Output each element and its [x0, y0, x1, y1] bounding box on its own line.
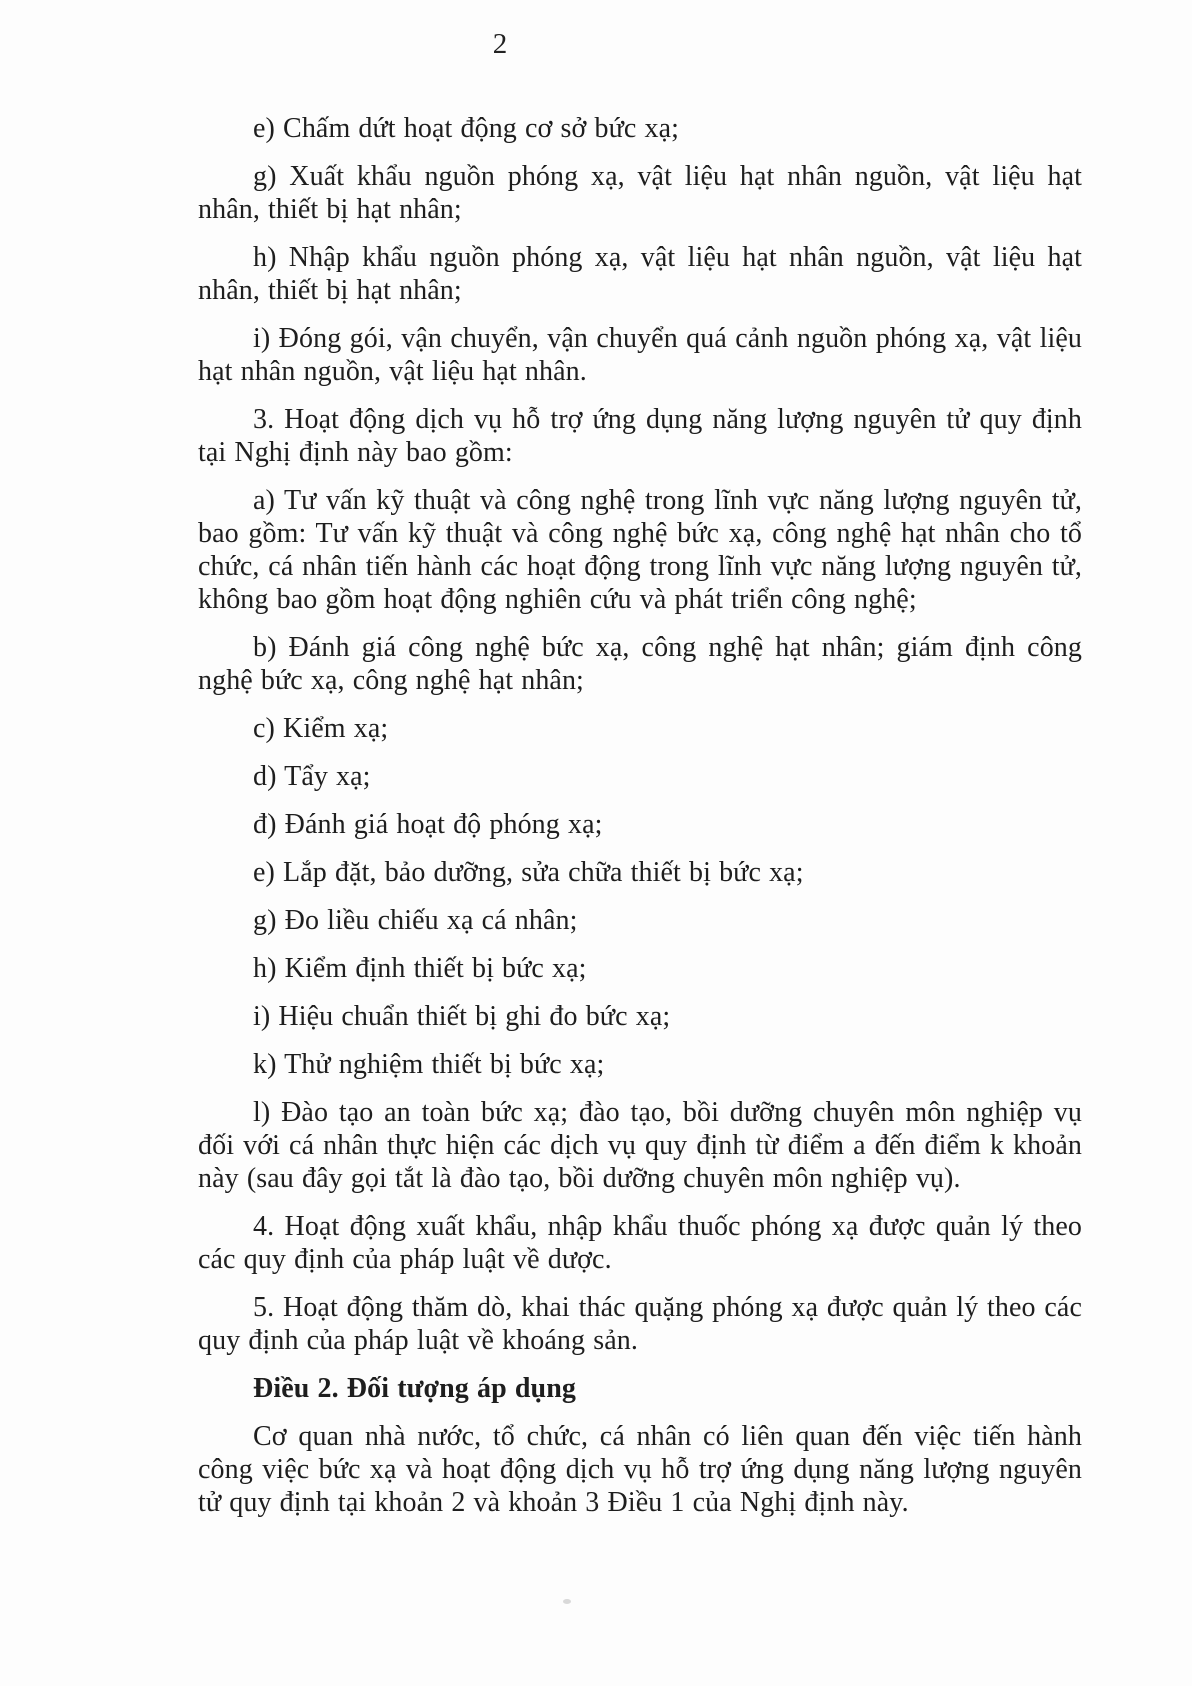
item-3-support-services-intro: 3. Hoạt động dịch vụ hỗ trợ ứng dụng năng lượng nguyên tử quy định tại Nghị định này bao gồm:	[198, 404, 1082, 468]
clause-e-installation-maintenance: e) Lắp đặt, bảo dưỡng, sửa chữa thiết bị bức xạ;	[253, 857, 804, 888]
clause-a-technical-consulting: a) Tư vấn kỹ thuật và công nghệ trong lĩnh vực năng lượng nguyên tử, bao gồm: Tư vấn kỹ thuật và công nghệ bức xạ, công nghệ hạt nhân cho tổ chức, cá nhân tiến hành các hoạt động trong lĩnh vực năng lượng nguyên tử, không bao gồm hoạt động nghiên cứu và phát triển công nghệ;	[198, 485, 1082, 615]
clause-h-equipment-inspection: h) Kiểm định thiết bị bức xạ;	[253, 953, 587, 984]
clause-h-import-sources: h) Nhập khẩu nguồn phóng xạ, vật liệu hạt nhân nguồn, vật liệu hạt nhân, thiết bị hạt nhân;	[198, 242, 1082, 306]
clause-dd-radioactivity-assessment: đ) Đánh giá hoạt độ phóng xạ;	[253, 809, 603, 840]
clause-g-personal-dosimetry: g) Đo liều chiếu xạ cá nhân;	[253, 905, 578, 936]
item-5-ore-exploration: 5. Hoạt động thăm dò, khai thác quặng phóng xạ được quản lý theo các quy định của pháp luật về khoáng sản.	[198, 1292, 1082, 1356]
item-4-radiopharmaceuticals: 4. Hoạt động xuất khẩu, nhập khẩu thuốc phóng xạ được quản lý theo các quy định của pháp luật về dược.	[198, 1211, 1082, 1275]
clause-c-radiation-monitoring: c) Kiểm xạ;	[253, 713, 389, 744]
clause-i-calibration: i) Hiệu chuẩn thiết bị ghi đo bức xạ;	[253, 1001, 671, 1032]
clause-e-terminate-radiation-facility: e) Chấm dứt hoạt động cơ sở bức xạ;	[253, 113, 680, 144]
document-body	[198, 112, 1082, 1534]
article-2-heading: Điều 2. Đối tượng áp dụng	[253, 1373, 576, 1404]
article-2-body: Cơ quan nhà nước, tổ chức, cá nhân có liên quan đến việc tiến hành công việc bức xạ và hoạt động dịch vụ hỗ trợ ứng dụng năng lượng nguyên tử quy định tại khoản 2 và khoản 3 Điều 1 của Nghị định này.	[198, 1421, 1082, 1518]
clause-i-packaging-transport: i) Đóng gói, vận chuyển, vận chuyển quá cảnh nguồn phóng xạ, vật liệu hạt nhân nguồn, vật liệu hạt nhân.	[198, 323, 1082, 387]
scan-smudge	[563, 1599, 571, 1604]
clause-g-export-sources: g) Xuất khẩu nguồn phóng xạ, vật liệu hạt nhân nguồn, vật liệu hạt nhân, thiết bị hạt nhân;	[198, 161, 1082, 225]
clause-d-decontamination: d) Tẩy xạ;	[253, 761, 371, 792]
clause-k-equipment-testing: k) Thử nghiệm thiết bị bức xạ;	[253, 1049, 605, 1080]
clause-b-technology-evaluation: b) Đánh giá công nghệ bức xạ, công nghệ hạt nhân; giám định công nghệ bức xạ, công nghệ hạt nhân;	[198, 632, 1082, 696]
page-number: 2	[492, 28, 508, 60]
clause-l-safety-training: l) Đào tạo an toàn bức xạ; đào tạo, bồi dưỡng chuyên môn nghiệp vụ đối với cá nhân thực hiện các dịch vụ quy định từ điểm a đến điểm k khoản này (sau đây gọi tắt là đào tạo, bồi dưỡng chuyên môn nghiệp vụ).	[198, 1097, 1082, 1194]
